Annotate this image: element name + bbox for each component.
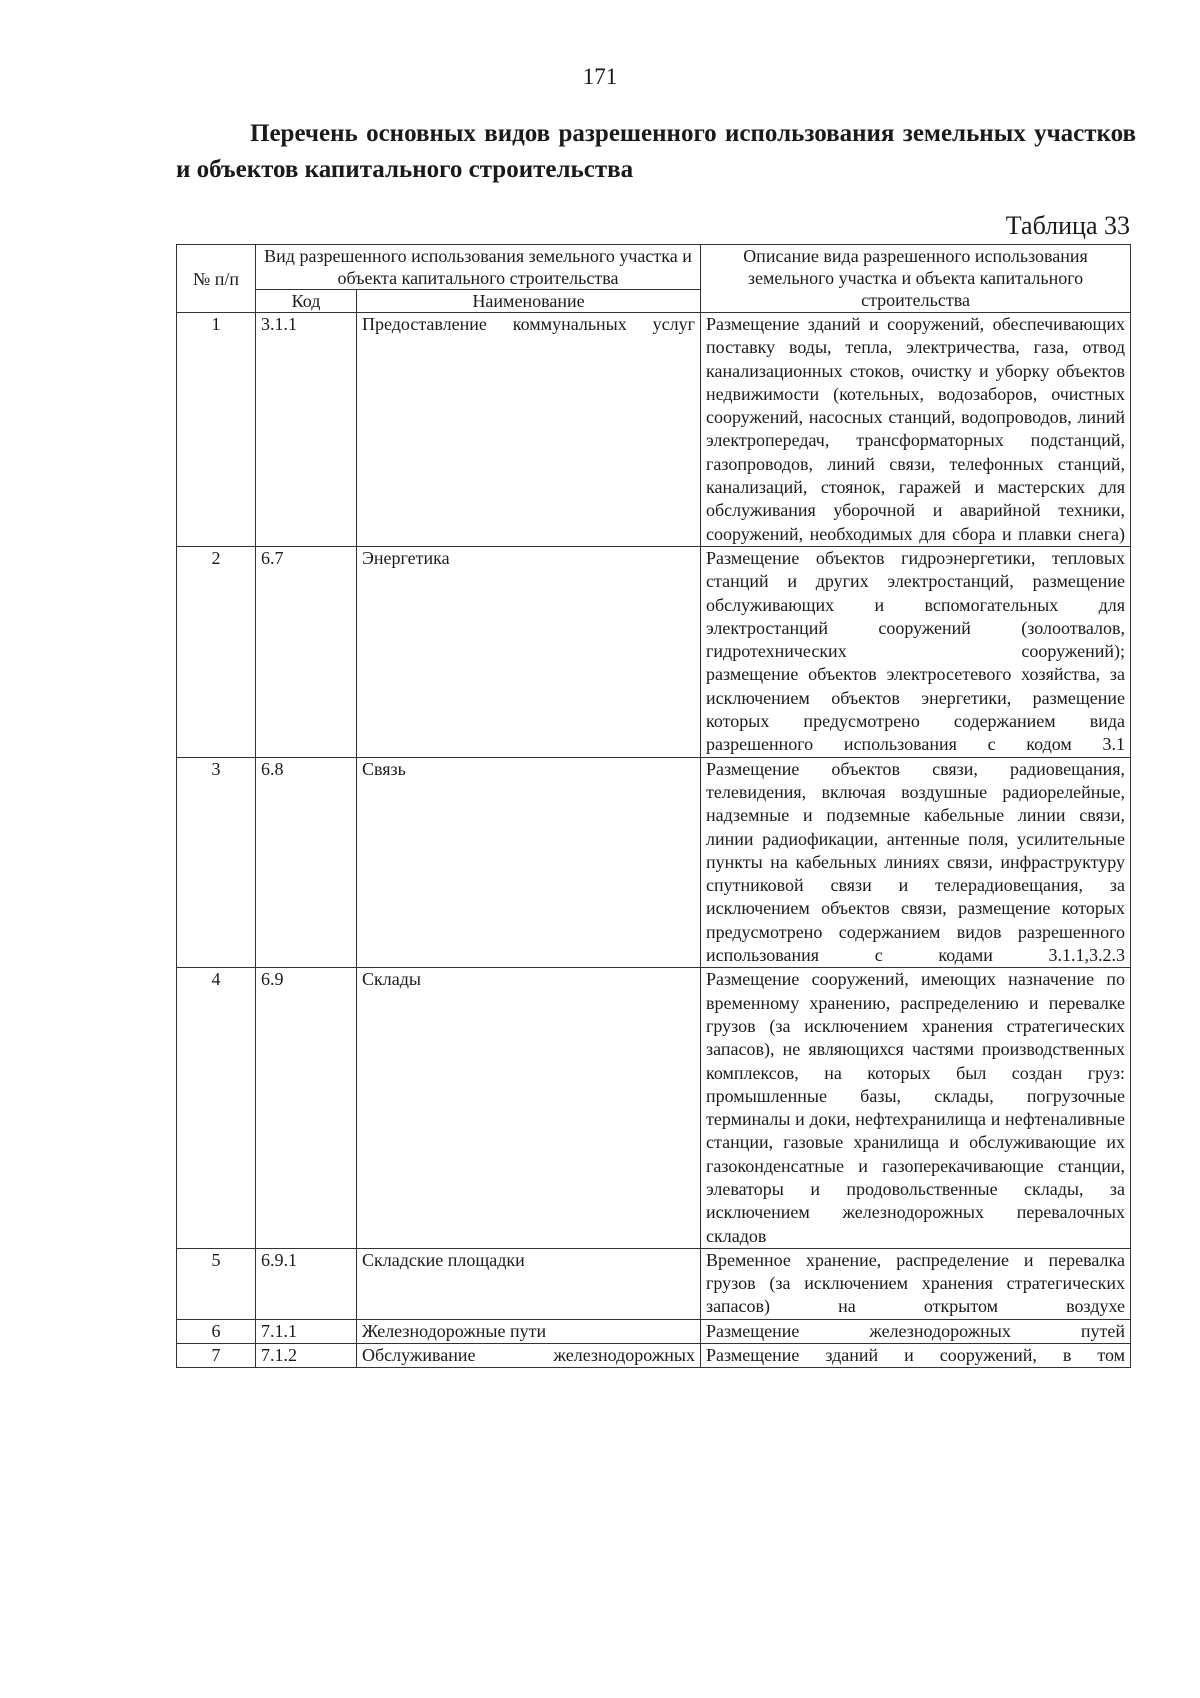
table-row <box>177 968 1131 1249</box>
table-row <box>177 546 1131 757</box>
header-type-group: Вид разрешенного использования земельного участка и объекта капитального строительства <box>256 245 701 290</box>
row-name: Складские площадки <box>357 1248 701 1319</box>
row-description: Временное хранение, распределение и перевалка грузов (за исключением хранения стратегических запасов) на открытом воздухе <box>701 1248 1131 1319</box>
row-description: Размещение зданий и сооружений, обеспечивающих поставку воды, тепла, электричества, газа, отвод канализационных стоков, очистку и уборку объектов недвижимости (котельных, водозаборов, очистных сооружений, насосных станций, водопроводов, линий электропередач, трансформаторных подстанций, газопроводов, линий связи, телефонных станций, канализаций, стоянок, гаражей и мастерских для обслуживания уборочной и аварийной техники, сооружений, необходимых для сбора и плавки снега) <box>701 313 1131 547</box>
row-num: 6 <box>177 1319 256 1343</box>
row-name: Склады <box>357 968 701 1249</box>
row-description: Размещение железнодорожных путей <box>701 1319 1131 1343</box>
row-code: 6.9 <box>256 968 357 1249</box>
row-description <box>701 546 1131 757</box>
table-header <box>177 245 1131 313</box>
document-title: Перечень основных видов разрешенного использования земельных участков и объектов капитального строительства <box>176 120 1136 183</box>
table-row <box>177 1344 1131 1368</box>
row-name: Энергетика <box>357 546 701 757</box>
permitted-use-table <box>176 244 1131 1368</box>
row-code: 3.1.1 <box>256 313 357 547</box>
page-number: 171 <box>582 64 618 89</box>
row-description: Размещение объектов связи, радиовещания, телевидения, включая воздушные радиорелейные, надземные и подземные кабельные линии связи, линии радиофикации, антенные поля, усилительные пункты на кабельных линиях связи, инфраструктуру спутниковой связи и телерадиовещания, за исключением объектов связи, размещение которых предусмотрено содержанием видов разрешенного использования с кодами 3.1.1,3.2.3 <box>701 757 1131 968</box>
table-row <box>177 313 1131 547</box>
row-code: 7.1.2 <box>256 1344 357 1368</box>
table-row <box>177 1319 1131 1343</box>
header-description: Описание вида разрешенного использования земельного участка и объекта капитального строительства <box>701 245 1131 313</box>
table-row <box>177 757 1131 968</box>
row-name: Связь <box>357 757 701 968</box>
row-description: Размещение сооружений, имеющих назначение по временному хранению, распределению и перевалке грузов (за исключением хранения стратегических запасов), не являющихся частями производственных комплексов, на которых был создан груз: промышленные базы, склады, погрузочные терминалы и доки, нефтехранилища и нефтеналивные станции, газовые хранилища и обслуживающие их газоконденсатные и газоперекачивающие станции, элеваторы и продовольственные склады, за исключением железнодорожных перевалочных складов <box>701 968 1131 1249</box>
row-num: 7 <box>177 1344 256 1368</box>
header-code: Код <box>256 290 357 313</box>
row-num: 4 <box>177 968 256 1249</box>
row-name: Предоставление коммунальных услуг <box>357 313 701 547</box>
row-description-part-2: размещение объектов электросетевого хозяйства, за исключением объектов энергетики, размещение которых предусмотрено содержанием вида разрешенного использования с кодом 3.1 <box>706 664 1126 755</box>
row-num: 3 <box>177 757 256 968</box>
row-description: Размещение зданий и сооружений, в том <box>701 1344 1131 1368</box>
header-row <box>177 245 1131 290</box>
row-code: 7.1.1 <box>256 1319 357 1343</box>
row-num: 1 <box>177 313 256 547</box>
row-name: Обслуживание железнодорожных <box>357 1344 701 1368</box>
header-num: № п/п <box>177 245 256 313</box>
row-num: 2 <box>177 546 256 757</box>
row-code: 6.8 <box>256 757 357 968</box>
row-name: Железнодорожные пути <box>357 1319 701 1343</box>
row-code: 6.9.1 <box>256 1248 357 1319</box>
table-row <box>177 1248 1131 1319</box>
header-name: Наименование <box>357 290 701 313</box>
row-description-part-1: Размещение объектов гидроэнергетики, тепловых станций и других электростанций, размещение обслуживающих и вспомогательных для электростанций сооружений (золоотвалов, гидротехнических сооружений); <box>706 547 1126 662</box>
row-num: 5 <box>177 1248 256 1319</box>
table-label: Таблица 33 <box>1005 211 1130 240</box>
row-code: 6.7 <box>256 546 357 757</box>
table-body <box>177 313 1131 1368</box>
